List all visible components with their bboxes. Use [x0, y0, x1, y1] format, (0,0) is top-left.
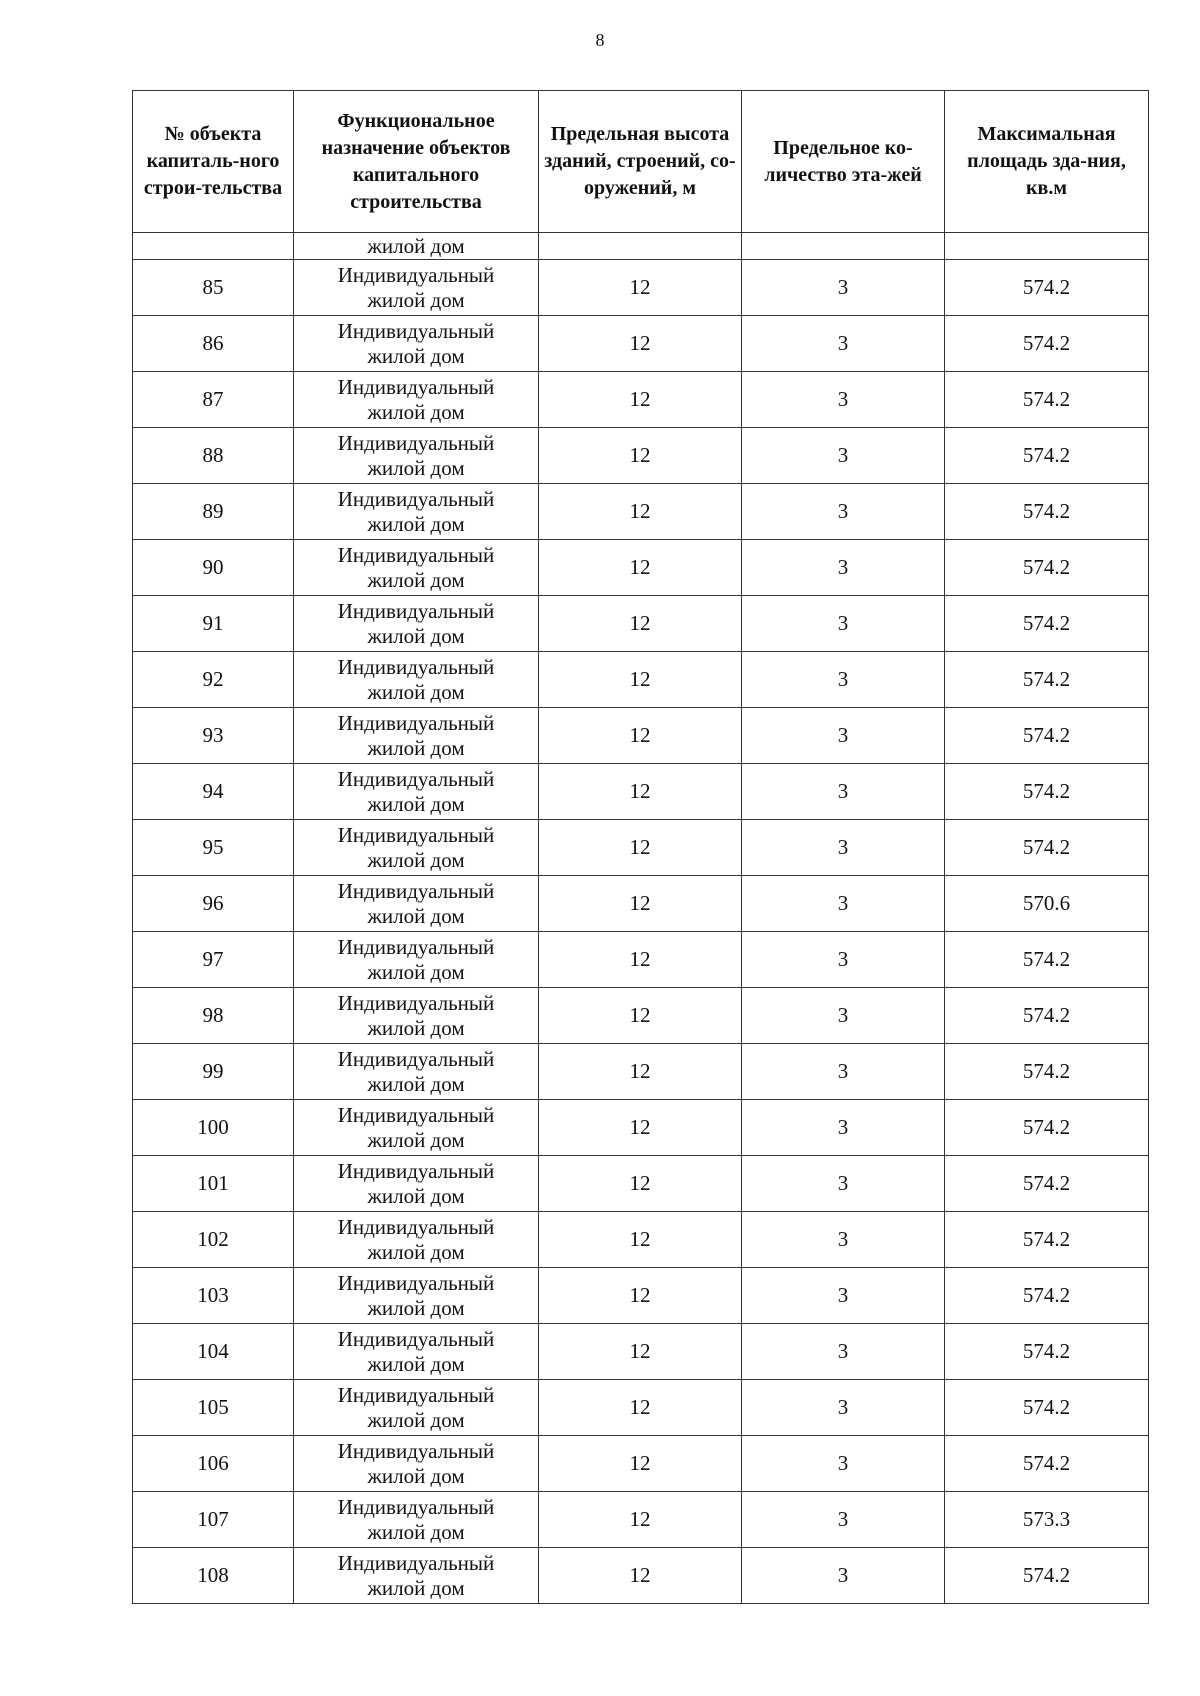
table-row [133, 372, 1149, 428]
cell-function-line2: жилой дом [367, 623, 465, 648]
cell-function [294, 652, 539, 708]
cell-function-line1: Индивидуальный [337, 934, 495, 959]
cell-height: 12 [539, 1436, 742, 1492]
cell-floors: 3 [742, 1044, 945, 1100]
cell-function-line1: Индивидуальный [337, 990, 495, 1015]
cell-function-line1: Индивидуальный [337, 878, 495, 903]
cell-floors: 3 [742, 1380, 945, 1436]
cell-floors: 3 [742, 1492, 945, 1548]
cell-height: 12 [539, 820, 742, 876]
cell-area: 574.2 [945, 372, 1149, 428]
cell-function [294, 260, 539, 316]
cell-function-line2: жилой дом [367, 1351, 465, 1376]
cell-number: 85 [133, 260, 294, 316]
cell-function-line2: жилой дом [367, 399, 465, 424]
cell-function-line2: жилой дом [367, 1519, 465, 1544]
table-row-continuation [133, 233, 1149, 260]
cell-number: 90 [133, 540, 294, 596]
cell-number: 104 [133, 1324, 294, 1380]
cell-area: 574.2 [945, 260, 1149, 316]
cell-area: 574.2 [945, 1268, 1149, 1324]
page-number: 8 [595, 30, 605, 50]
cell-function-line1: Индивидуальный [337, 1326, 495, 1351]
cell-function [294, 820, 539, 876]
cell-height: 12 [539, 540, 742, 596]
cell-number: 92 [133, 652, 294, 708]
table-row [133, 1156, 1149, 1212]
cell-floors: 3 [742, 372, 945, 428]
table-row [133, 708, 1149, 764]
cell-function-line1: Индивидуальный [337, 486, 495, 511]
cell-function-line1: Индивидуальный [337, 766, 495, 791]
cell-number: 86 [133, 316, 294, 372]
cell-area: 574.2 [945, 1156, 1149, 1212]
cell-area: 574.2 [945, 484, 1149, 540]
cell-function [294, 708, 539, 764]
cell-function-line1: Индивидуальный [337, 1046, 495, 1071]
cell-number: 98 [133, 988, 294, 1044]
table-header-row [133, 91, 1149, 233]
cell-floors: 3 [742, 764, 945, 820]
cell-floors [742, 233, 945, 260]
cell-function [294, 1324, 539, 1380]
cell-function-line1: Индивидуальный [337, 430, 495, 455]
cell-function-line2: жилой дом [367, 1071, 465, 1096]
cell-number: 106 [133, 1436, 294, 1492]
cell-function-line1: Индивидуальный [337, 598, 495, 623]
cell-function [294, 1212, 539, 1268]
table-row [133, 764, 1149, 820]
cell-function-line2: жилой дом [367, 455, 465, 480]
table-row [133, 1324, 1149, 1380]
cell-function-line2: жилой дом [367, 1575, 465, 1600]
cell-function [294, 540, 539, 596]
cell-function-line1: Индивидуальный [337, 654, 495, 679]
cell-number: 101 [133, 1156, 294, 1212]
cell-height: 12 [539, 876, 742, 932]
cell-number: 102 [133, 1212, 294, 1268]
cell-function-line2: жилой дом [367, 343, 465, 368]
table-row [133, 260, 1149, 316]
table-row [133, 1100, 1149, 1156]
cell-function [294, 932, 539, 988]
cell-floors: 3 [742, 540, 945, 596]
cell-floors: 3 [742, 428, 945, 484]
cell-function [294, 484, 539, 540]
cell-number [133, 233, 294, 260]
table-row [133, 876, 1149, 932]
cell-function [294, 1436, 539, 1492]
cell-number: 94 [133, 764, 294, 820]
cell-floors: 3 [742, 820, 945, 876]
cell-height: 12 [539, 428, 742, 484]
table-row [133, 820, 1149, 876]
cell-function [294, 316, 539, 372]
cell-height: 12 [539, 1100, 742, 1156]
header-function: Функциональное назначение объектов капитального строительства [294, 91, 539, 233]
cell-height [539, 233, 742, 260]
table-row [133, 1492, 1149, 1548]
cell-function-line1: Индивидуальный [337, 1270, 495, 1295]
cell-function-line2: жилой дом [367, 1183, 465, 1208]
cell-function [294, 1380, 539, 1436]
cell-function-line1: Индивидуальный [337, 1158, 495, 1183]
cell-area: 574.2 [945, 988, 1149, 1044]
cell-function [294, 876, 539, 932]
cell-height: 12 [539, 1044, 742, 1100]
cell-height: 12 [539, 1212, 742, 1268]
cell-function-line2: жилой дом [367, 791, 465, 816]
building-parameters-table [132, 90, 1149, 1604]
cell-function-line2: жилой дом [367, 287, 465, 312]
cell-number: 107 [133, 1492, 294, 1548]
cell-floors: 3 [742, 1212, 945, 1268]
cell-function [294, 1156, 539, 1212]
cell-floors: 3 [742, 652, 945, 708]
cell-floors: 3 [742, 1548, 945, 1604]
cell-height: 12 [539, 1492, 742, 1548]
table-row [133, 1436, 1149, 1492]
cell-function [294, 764, 539, 820]
cell-floors: 3 [742, 876, 945, 932]
cell-function-line2: жилой дом [367, 1463, 465, 1488]
cell-function-line2: жилой дом [367, 903, 465, 928]
cell-number: 88 [133, 428, 294, 484]
cell-function [294, 596, 539, 652]
cell-function-line2: жилой дом [367, 959, 465, 984]
cell-number: 91 [133, 596, 294, 652]
cell-function-line1: Индивидуальный [337, 822, 495, 847]
cell-function [294, 372, 539, 428]
cell-floors: 3 [742, 484, 945, 540]
cell-function-line2: жилой дом [367, 511, 465, 536]
cell-area: 574.2 [945, 1380, 1149, 1436]
cell-floors: 3 [742, 932, 945, 988]
cell-height: 12 [539, 316, 742, 372]
cell-area: 574.2 [945, 1324, 1149, 1380]
cell-area: 574.2 [945, 652, 1149, 708]
cell-area: 574.2 [945, 708, 1149, 764]
cell-function [294, 1268, 539, 1324]
cell-area: 574.2 [945, 1548, 1149, 1604]
cell-floors: 3 [742, 596, 945, 652]
cell-number: 87 [133, 372, 294, 428]
cell-area: 570.6 [945, 876, 1149, 932]
cell-height: 12 [539, 1548, 742, 1604]
cell-floors: 3 [742, 1156, 945, 1212]
cell-area: 574.2 [945, 1436, 1149, 1492]
table-row [133, 484, 1149, 540]
cell-number: 89 [133, 484, 294, 540]
cell-floors: 3 [742, 316, 945, 372]
cell-function [294, 428, 539, 484]
cell-function-line1: Индивидуальный [337, 1214, 495, 1239]
cell-floors: 3 [742, 260, 945, 316]
cell-function-line2: жилой дом [367, 847, 465, 872]
table-row [133, 1268, 1149, 1324]
cell-area: 573.3 [945, 1492, 1149, 1548]
cell-floors: 3 [742, 1436, 945, 1492]
cell-function-line1: Индивидуальный [337, 1382, 495, 1407]
cell-function [294, 988, 539, 1044]
cell-number: 100 [133, 1100, 294, 1156]
cell-function [294, 1044, 539, 1100]
cell-area: 574.2 [945, 932, 1149, 988]
cell-function-line1: Индивидуальный [337, 1438, 495, 1463]
cell-number: 108 [133, 1548, 294, 1604]
cell-height: 12 [539, 1156, 742, 1212]
cell-number: 97 [133, 932, 294, 988]
cell-function [294, 1100, 539, 1156]
cell-area: 574.2 [945, 428, 1149, 484]
cell-function-line1: Индивидуальный [337, 1550, 495, 1575]
cell-floors: 3 [742, 1324, 945, 1380]
cell-area [945, 233, 1149, 260]
cell-function-line2: жилой дом [367, 1407, 465, 1432]
cell-height: 12 [539, 260, 742, 316]
cell-height: 12 [539, 988, 742, 1044]
cell-floors: 3 [742, 1100, 945, 1156]
cell-height: 12 [539, 1324, 742, 1380]
cell-number: 105 [133, 1380, 294, 1436]
cell-floors: 3 [742, 1268, 945, 1324]
table-row [133, 596, 1149, 652]
cell-height: 12 [539, 1380, 742, 1436]
cell-function-line1: Индивидуальный [337, 262, 495, 287]
cell-function-line1: Индивидуальный [337, 710, 495, 735]
cell-function-line1: Индивидуальный [337, 542, 495, 567]
cell-height: 12 [539, 764, 742, 820]
cell-area: 574.2 [945, 316, 1149, 372]
cell-function-line2: жилой дом [367, 1295, 465, 1320]
table-row [133, 1380, 1149, 1436]
header-max-floors: Предельное ко-личество эта-жей [742, 91, 945, 233]
table-row [133, 1044, 1149, 1100]
cell-height: 12 [539, 1268, 742, 1324]
cell-function-line1: Индивидуальный [337, 1494, 495, 1519]
cell-area: 574.2 [945, 764, 1149, 820]
cell-function-line2: жилой дом [367, 735, 465, 760]
cell-area: 574.2 [945, 1044, 1149, 1100]
table-row [133, 932, 1149, 988]
header-max-height: Предельная высота зданий, строений, со-оружений, м [539, 91, 742, 233]
cell-function-line2: жилой дом [367, 679, 465, 704]
cell-function-line1: Индивидуальный [337, 318, 495, 343]
table-row [133, 988, 1149, 1044]
header-object-number: № объекта капиталь-ного строи-тельства [133, 91, 294, 233]
cell-floors: 3 [742, 988, 945, 1044]
cell-function-line2: жилой дом [367, 1239, 465, 1264]
cell-area: 574.2 [945, 1212, 1149, 1268]
cell-height: 12 [539, 652, 742, 708]
cell-number: 95 [133, 820, 294, 876]
cell-height: 12 [539, 932, 742, 988]
cell-function-line2: жилой дом [367, 1127, 465, 1152]
cell-number: 93 [133, 708, 294, 764]
cell-function: жилой дом [294, 233, 539, 260]
table-row [133, 1548, 1149, 1604]
cell-number: 99 [133, 1044, 294, 1100]
header-max-area: Максимальная площадь зда-ния, кв.м [945, 91, 1149, 233]
cell-function-line1: Индивидуальный [337, 374, 495, 399]
cell-floors: 3 [742, 708, 945, 764]
table-row [133, 1212, 1149, 1268]
cell-area: 574.2 [945, 1100, 1149, 1156]
cell-area: 574.2 [945, 540, 1149, 596]
table-row [133, 652, 1149, 708]
cell-height: 12 [539, 372, 742, 428]
cell-number: 103 [133, 1268, 294, 1324]
cell-function-line2: жилой дом [367, 567, 465, 592]
cell-height: 12 [539, 708, 742, 764]
cell-function [294, 1548, 539, 1604]
cell-height: 12 [539, 596, 742, 652]
cell-area: 574.2 [945, 820, 1149, 876]
table-body [133, 233, 1149, 1604]
table-row [133, 540, 1149, 596]
cell-function [294, 1492, 539, 1548]
cell-number: 96 [133, 876, 294, 932]
cell-function-line1: Индивидуальный [337, 1102, 495, 1127]
cell-area: 574.2 [945, 596, 1149, 652]
cell-height: 12 [539, 484, 742, 540]
cell-function-line2: жилой дом [367, 1015, 465, 1040]
table-row [133, 428, 1149, 484]
table-row [133, 316, 1149, 372]
